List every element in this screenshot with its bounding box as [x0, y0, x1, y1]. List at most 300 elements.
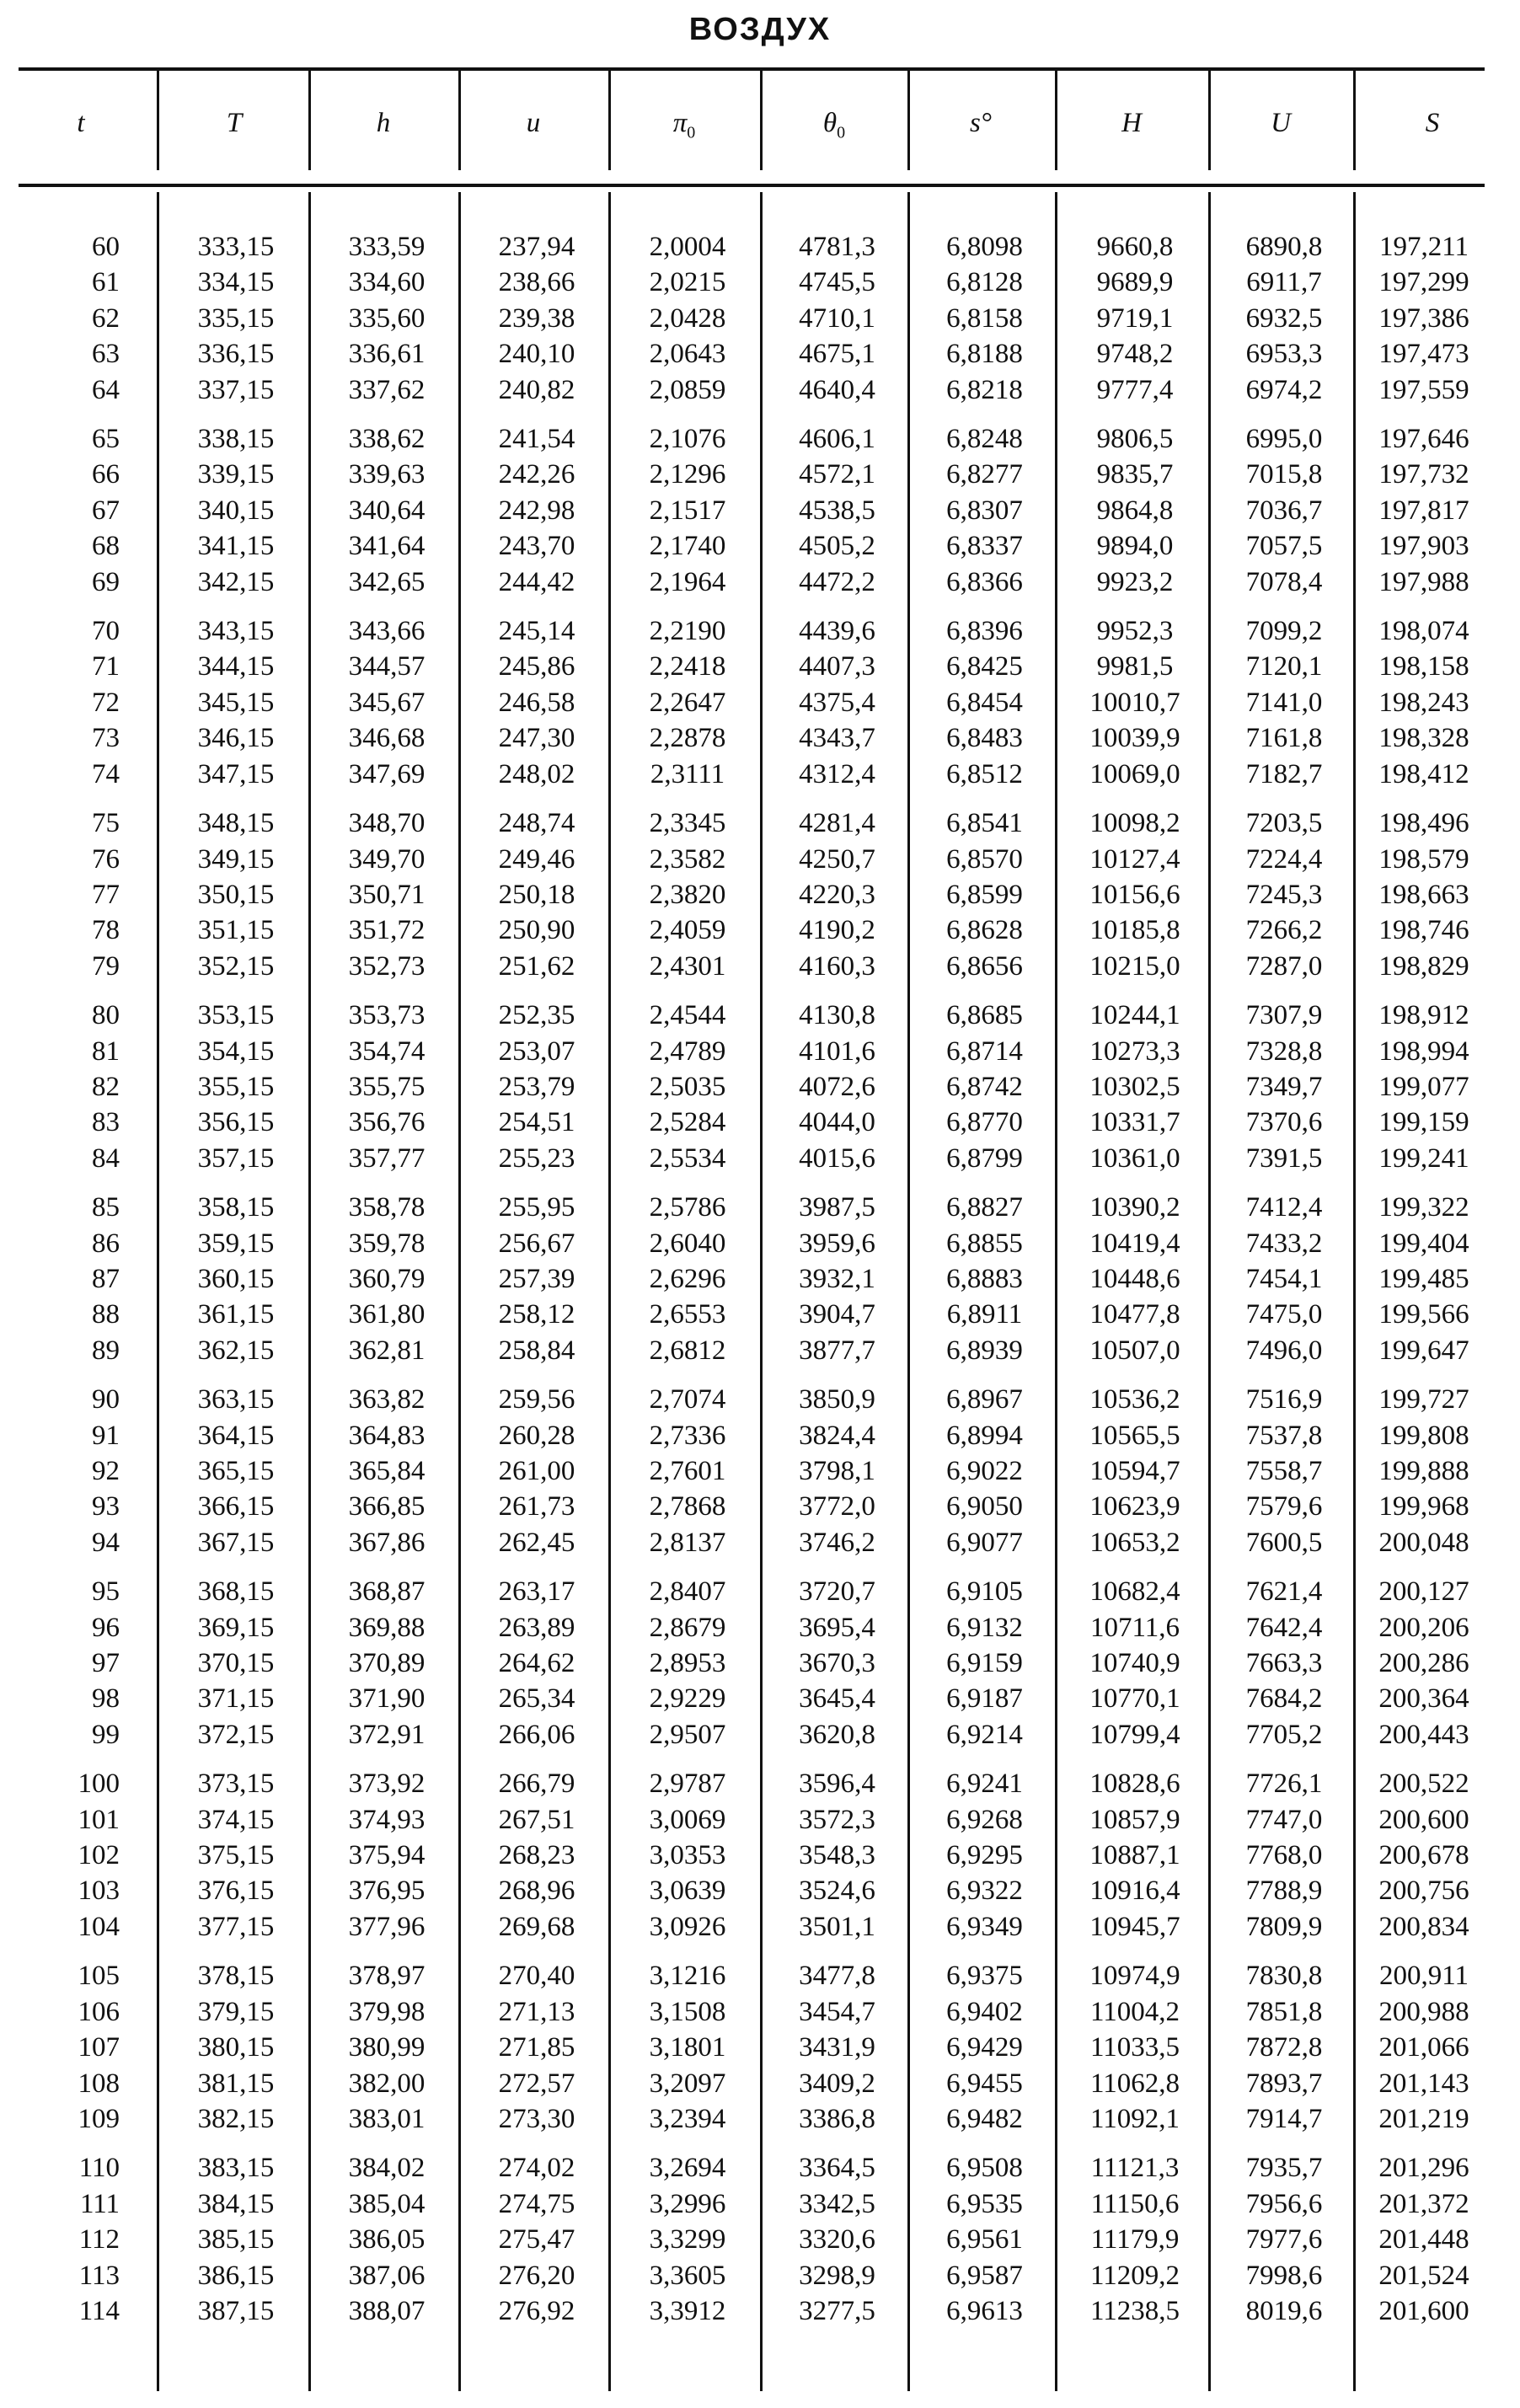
cell-t: 86 [92, 1228, 120, 1259]
cell-pi0: 2,1740 [649, 531, 726, 562]
cell-u: 243,70 [498, 531, 575, 562]
cell-pi0: 3,1801 [649, 2032, 726, 2063]
cell-pi0: 2,3582 [649, 843, 726, 875]
cell-S: 198,746 [1378, 915, 1469, 946]
cell-H: 10740,9 [1089, 1648, 1180, 1679]
cell-t: 94 [92, 1527, 120, 1558]
cell-S: 198,496 [1378, 808, 1469, 839]
cell-H: 10215,0 [1089, 950, 1180, 982]
cell-u: 261,73 [498, 1491, 575, 1522]
cell-S: 199,241 [1378, 1142, 1469, 1174]
cell-T: 345,15 [197, 687, 275, 718]
cell-theta0: 4745,5 [799, 267, 875, 298]
cell-u: 273,30 [498, 2103, 575, 2134]
cell-u: 250,90 [498, 915, 575, 946]
cell-s: 6,9375 [946, 1961, 1023, 1992]
cell-pi0: 2,9229 [649, 1683, 726, 1715]
cell-H: 9777,4 [1096, 374, 1174, 405]
cell-pi0: 2,5534 [649, 1142, 726, 1174]
cell-T: 334,15 [197, 267, 275, 298]
cell-S: 199,404 [1378, 1228, 1469, 1259]
cell-s: 6,9402 [946, 1996, 1023, 2027]
cell-theta0: 4312,4 [799, 758, 875, 789]
cell-theta0: 3409,2 [799, 2068, 875, 2099]
cell-s: 6,9132 [946, 1612, 1023, 1643]
cell-h: 334,60 [348, 267, 425, 298]
cell-t: 82 [92, 1071, 120, 1102]
cell-s: 6,8911 [946, 1299, 1023, 1330]
table-row [25, 1034, 1491, 1069]
cell-S: 199,077 [1378, 1071, 1469, 1102]
cell-t: 71 [92, 651, 120, 682]
cell-U: 7935,7 [1245, 2153, 1323, 2184]
cell-u: 262,45 [498, 1527, 575, 1558]
cell-theta0: 4472,2 [799, 566, 875, 597]
cell-S: 199,159 [1378, 1107, 1469, 1138]
cell-t: 106 [78, 1996, 120, 2027]
cell-h: 348,70 [348, 808, 425, 839]
cell-U: 7516,9 [1245, 1384, 1323, 1415]
table-row [25, 2150, 1491, 2186]
table-row [25, 565, 1491, 600]
cell-T: 339,15 [197, 459, 275, 490]
cell-T: 362,15 [197, 1335, 275, 1366]
cell-t: 112 [78, 2224, 120, 2255]
cell-T: 348,15 [197, 808, 275, 839]
cell-T: 358,15 [197, 1192, 275, 1223]
cell-theta0: 4101,6 [799, 1035, 875, 1067]
cell-t: 65 [92, 424, 120, 455]
table-row [25, 613, 1491, 649]
cell-t: 60 [92, 232, 120, 262]
cell-t: 66 [92, 459, 120, 490]
table-row [25, 336, 1491, 372]
cell-theta0: 3670,3 [799, 1648, 875, 1679]
cell-U: 7663,3 [1245, 1648, 1323, 1679]
cell-T: 355,15 [197, 1071, 275, 1102]
table-row [25, 649, 1491, 684]
cell-h: 335,60 [348, 302, 425, 334]
cell-S: 197,903 [1378, 531, 1469, 562]
cell-s: 6,8366 [946, 566, 1023, 597]
cell-u: 270,40 [498, 1961, 575, 1992]
cell-H: 10331,7 [1089, 1107, 1180, 1138]
column-divider [458, 71, 461, 170]
cell-t: 97 [92, 1648, 120, 1679]
cell-pi0: 2,5284 [649, 1107, 726, 1138]
cell-S: 199,566 [1378, 1299, 1469, 1330]
cell-H: 11004,2 [1089, 1996, 1180, 2027]
table-row [25, 1681, 1491, 1716]
cell-h: 336,61 [348, 339, 425, 370]
cell-s: 6,9241 [946, 1769, 1023, 1800]
cell-t: 92 [92, 1456, 120, 1486]
cell-S: 200,988 [1378, 1996, 1469, 2027]
cell-h: 384,02 [348, 2153, 425, 2184]
cell-H: 10536,2 [1089, 1384, 1180, 1415]
cell-S: 200,286 [1378, 1648, 1469, 1679]
table-row [25, 1297, 1491, 1332]
cell-pi0: 3,1216 [649, 1961, 726, 1992]
cell-T: 338,15 [197, 424, 275, 455]
cell-pi0: 3,3605 [649, 2260, 726, 2291]
cell-t: 95 [92, 1576, 120, 1608]
cell-U: 7872,8 [1245, 2032, 1323, 2063]
cell-H: 10273,3 [1089, 1035, 1180, 1067]
cell-H: 11179,9 [1090, 2224, 1180, 2255]
table-row [25, 1802, 1491, 1838]
cell-U: 6953,3 [1245, 339, 1323, 370]
cell-T: 370,15 [197, 1648, 275, 1679]
cell-t: 78 [92, 915, 120, 946]
cell-U: 7370,6 [1245, 1107, 1323, 1138]
cell-theta0: 4407,3 [799, 651, 875, 682]
cell-t: 99 [92, 1719, 120, 1750]
cell-t: 113 [78, 2260, 120, 2291]
cell-theta0: 3320,6 [799, 2224, 875, 2255]
row-group [25, 1766, 1491, 1945]
cell-u: 240,82 [498, 374, 575, 405]
cell-pi0: 2,0428 [649, 302, 726, 334]
cell-h: 337,62 [348, 374, 425, 405]
cell-S: 198,074 [1378, 616, 1469, 647]
cell-S: 200,911 [1378, 1961, 1469, 1992]
table-row [25, 1453, 1491, 1489]
cell-s: 6,9214 [946, 1719, 1023, 1750]
cell-u: 249,46 [498, 843, 575, 875]
cell-s: 6,8512 [946, 758, 1023, 789]
table-row [25, 1525, 1491, 1560]
cell-theta0: 4505,2 [799, 531, 875, 562]
table-row [25, 2030, 1491, 2065]
cell-h: 360,79 [348, 1263, 425, 1294]
cell-h: 343,66 [348, 616, 425, 647]
cell-H: 9923,2 [1096, 566, 1174, 597]
row-group [25, 421, 1491, 600]
column-divider [1353, 71, 1356, 170]
cell-t: 63 [92, 339, 120, 370]
cell-u: 241,54 [498, 424, 575, 455]
cell-pi0: 3,0926 [649, 1911, 726, 1942]
cell-u: 250,18 [498, 879, 575, 910]
cell-T: 383,15 [197, 2153, 275, 2184]
cell-pi0: 2,1296 [649, 459, 726, 490]
cell-H: 10419,4 [1089, 1228, 1180, 1259]
cell-S: 198,579 [1378, 843, 1469, 875]
cell-T: 376,15 [197, 1876, 275, 1907]
cell-S: 200,756 [1378, 1876, 1469, 1907]
cell-H: 10594,7 [1089, 1456, 1180, 1486]
cell-pi0: 2,4059 [649, 915, 726, 946]
cell-theta0: 4281,4 [799, 808, 875, 839]
cell-U: 7454,1 [1245, 1263, 1323, 1294]
cell-pi0: 2,0643 [649, 339, 726, 370]
cell-u: 238,66 [498, 267, 575, 298]
cell-U: 7956,6 [1245, 2188, 1323, 2219]
cell-s: 6,8425 [946, 651, 1023, 682]
cell-T: 342,15 [197, 566, 275, 597]
cell-S: 201,372 [1378, 2188, 1469, 2219]
cell-t: 64 [92, 374, 120, 405]
cell-T: 379,15 [197, 1996, 275, 2027]
cell-pi0: 3,2097 [649, 2068, 726, 2099]
cell-s: 6,9295 [946, 1840, 1023, 1871]
cell-pi0: 2,2418 [649, 651, 726, 682]
cell-h: 367,86 [348, 1527, 425, 1558]
cell-h: 366,85 [348, 1491, 425, 1522]
cell-h: 339,63 [348, 459, 425, 490]
cell-S: 197,732 [1378, 459, 1469, 490]
cell-U: 7998,6 [1245, 2260, 1323, 2291]
cell-T: 381,15 [197, 2068, 275, 2099]
cell-u: 256,67 [498, 1228, 575, 1259]
cell-h: 355,75 [348, 1071, 425, 1102]
cell-theta0: 3987,5 [799, 1192, 875, 1223]
table-row [25, 1574, 1491, 1609]
header-H: H [1121, 108, 1142, 138]
cell-s: 6,9077 [946, 1527, 1023, 1558]
cell-H: 10390,2 [1089, 1192, 1180, 1223]
cell-s: 6,8541 [946, 808, 1023, 839]
header-s: s° [969, 108, 993, 138]
column-divider [1055, 71, 1057, 170]
cell-theta0: 4190,2 [799, 915, 875, 946]
cell-H: 10682,4 [1089, 1576, 1180, 1608]
cell-H: 10857,9 [1089, 1804, 1180, 1835]
cell-U: 7809,9 [1245, 1911, 1323, 1942]
cell-T: 335,15 [197, 302, 275, 334]
row-group [25, 805, 1491, 984]
row-group [25, 2150, 1491, 2329]
table-row [25, 720, 1491, 756]
cell-H: 10828,6 [1089, 1769, 1180, 1800]
cell-pi0: 3,3912 [649, 2295, 726, 2326]
column-divider [760, 71, 763, 170]
cell-U: 7057,5 [1245, 531, 1323, 562]
cell-t: 79 [92, 950, 120, 982]
table-row [25, 372, 1491, 408]
cell-H: 10653,2 [1089, 1527, 1180, 1558]
cell-U: 7788,9 [1245, 1876, 1323, 1907]
cell-u: 259,56 [498, 1384, 575, 1415]
cell-S: 201,524 [1378, 2260, 1469, 2291]
cell-theta0: 3959,6 [799, 1228, 875, 1259]
cell-t: 102 [78, 1840, 120, 1871]
cell-s: 6,8967 [946, 1384, 1023, 1415]
cell-u: 247,30 [498, 723, 575, 754]
cell-h: 365,84 [348, 1456, 425, 1486]
cell-s: 6,8570 [946, 843, 1023, 875]
cell-H: 10507,0 [1089, 1335, 1180, 1366]
cell-theta0: 3772,0 [799, 1491, 875, 1522]
cell-u: 237,94 [498, 232, 575, 262]
cell-H: 11238,5 [1089, 2295, 1180, 2326]
cell-T: 364,15 [197, 1420, 275, 1451]
cell-pi0: 2,8407 [649, 1576, 726, 1608]
cell-U: 7182,7 [1245, 758, 1323, 789]
table-row [25, 805, 1491, 841]
cell-t: 84 [92, 1142, 120, 1174]
cell-U: 7099,2 [1245, 616, 1323, 647]
cell-S: 197,386 [1378, 302, 1469, 334]
table-row [25, 2293, 1491, 2329]
cell-h: 346,68 [348, 723, 425, 754]
cell-S: 199,888 [1378, 1456, 1469, 1486]
table-row [25, 2186, 1491, 2222]
cell-h: 383,01 [348, 2103, 425, 2134]
cell-u: 268,96 [498, 1876, 575, 1907]
cell-U: 7287,0 [1245, 950, 1323, 982]
cell-s: 6,9535 [946, 2188, 1023, 2219]
cell-u: 253,07 [498, 1035, 575, 1067]
table-row [25, 1489, 1491, 1524]
cell-h: 357,77 [348, 1142, 425, 1174]
cell-S: 199,647 [1378, 1335, 1469, 1366]
cell-t: 88 [92, 1299, 120, 1330]
cell-h: 379,98 [348, 1996, 425, 2027]
table-row [25, 229, 1491, 265]
table-row [25, 998, 1491, 1033]
cell-h: 344,57 [348, 651, 425, 682]
cell-U: 7830,8 [1245, 1961, 1323, 1992]
cell-theta0: 3904,7 [799, 1299, 875, 1330]
cell-S: 200,127 [1378, 1576, 1469, 1608]
cell-T: 385,15 [197, 2224, 275, 2255]
cell-theta0: 4220,3 [799, 879, 875, 910]
cell-s: 6,8158 [946, 302, 1023, 334]
cell-h: 382,00 [348, 2068, 425, 2099]
cell-s: 6,9349 [946, 1911, 1023, 1942]
cell-T: 353,15 [197, 1000, 275, 1031]
cell-H: 10244,1 [1089, 1000, 1180, 1031]
table-row [25, 1190, 1491, 1225]
cell-t: 87 [92, 1263, 120, 1294]
cell-theta0: 3572,3 [799, 1804, 875, 1835]
cell-pi0: 2,0859 [649, 374, 726, 405]
cell-S: 198,912 [1378, 1000, 1469, 1031]
cell-S: 201,448 [1378, 2224, 1469, 2255]
cell-S: 197,211 [1378, 232, 1469, 262]
cell-h: 380,99 [348, 2032, 425, 2063]
cell-t: 74 [92, 758, 120, 789]
cell-h: 350,71 [348, 879, 425, 910]
cell-pi0: 2,2647 [649, 687, 726, 718]
cell-theta0: 4072,6 [799, 1071, 875, 1102]
cell-t: 62 [92, 302, 120, 334]
cell-u: 245,86 [498, 651, 575, 682]
cell-T: 341,15 [197, 531, 275, 562]
cell-S: 199,727 [1378, 1384, 1469, 1415]
column-divider [1208, 71, 1211, 170]
cell-u: 239,38 [498, 302, 575, 334]
cell-h: 364,83 [348, 1420, 425, 1451]
cell-U: 7537,8 [1245, 1420, 1323, 1451]
cell-u: 274,75 [498, 2188, 575, 2219]
table-row [25, 2222, 1491, 2257]
cell-theta0: 3720,7 [799, 1576, 875, 1608]
cell-U: 7328,8 [1245, 1035, 1323, 1067]
cell-s: 6,8188 [946, 339, 1023, 370]
cell-u: 248,74 [498, 808, 575, 839]
cell-h: 375,94 [348, 1840, 425, 1871]
cell-T: 377,15 [197, 1911, 275, 1942]
cell-S: 200,522 [1378, 1769, 1469, 1800]
cell-H: 10565,5 [1089, 1420, 1180, 1451]
cell-U: 7349,7 [1245, 1071, 1323, 1102]
cell-t: 101 [78, 1804, 120, 1835]
cell-T: 386,15 [197, 2260, 275, 2291]
cell-h: 333,59 [348, 232, 425, 262]
cell-S: 198,328 [1378, 723, 1469, 754]
cell-H: 10887,1 [1089, 1840, 1180, 1871]
cell-T: 366,15 [197, 1491, 275, 1522]
cell-s: 6,8799 [946, 1142, 1023, 1174]
header-h: h [376, 108, 391, 138]
cell-theta0: 3431,9 [799, 2032, 875, 2063]
table-row [25, 1717, 1491, 1752]
column-divider [308, 71, 311, 170]
cell-pi0: 2,3345 [649, 808, 726, 839]
cell-H: 10623,9 [1089, 1491, 1180, 1522]
cell-theta0: 3501,1 [799, 1911, 875, 1942]
cell-h: 352,73 [348, 950, 425, 982]
cell-H: 9660,8 [1096, 232, 1174, 262]
cell-S: 201,296 [1378, 2153, 1469, 2184]
cell-theta0: 4375,4 [799, 687, 875, 718]
cell-pi0: 2,5786 [649, 1192, 726, 1223]
cell-U: 7496,0 [1245, 1335, 1323, 1366]
table-row [25, 457, 1491, 492]
cell-U: 7579,6 [1245, 1491, 1323, 1522]
cell-t: 93 [92, 1491, 120, 1522]
cell-pi0: 3,2394 [649, 2103, 726, 2134]
cell-S: 200,678 [1378, 1840, 1469, 1871]
cell-h: 378,97 [348, 1961, 425, 1992]
cell-T: 380,15 [197, 2032, 275, 2063]
cell-H: 10974,9 [1089, 1961, 1180, 1992]
cell-pi0: 2,5035 [649, 1071, 726, 1102]
table-row [25, 1418, 1491, 1453]
cell-T: 360,15 [197, 1263, 275, 1294]
cell-theta0: 4538,5 [799, 495, 875, 526]
cell-S: 201,143 [1378, 2068, 1469, 2099]
table-row [25, 2066, 1491, 2101]
cell-t: 91 [92, 1420, 120, 1451]
cell-theta0: 3477,8 [799, 1961, 875, 1992]
cell-pi0: 3,2694 [649, 2153, 726, 2184]
cell-u: 245,14 [498, 616, 575, 647]
cell-s: 6,8855 [946, 1228, 1023, 1259]
row-group [25, 998, 1491, 1176]
cell-U: 7433,2 [1245, 1228, 1323, 1259]
cell-H: 10010,7 [1089, 687, 1180, 718]
column-divider [157, 71, 159, 170]
cell-T: 346,15 [197, 723, 275, 754]
cell-t: 110 [78, 2153, 120, 2184]
cell-h: 374,93 [348, 1804, 425, 1835]
cell-H: 10069,0 [1089, 758, 1180, 789]
cell-pi0: 2,3820 [649, 879, 726, 910]
cell-s: 6,8218 [946, 374, 1023, 405]
cell-pi0: 2,7336 [649, 1420, 726, 1451]
cell-U: 7726,1 [1245, 1769, 1323, 1800]
cell-h: 386,05 [348, 2224, 425, 2255]
cell-pi0: 2,9787 [649, 1769, 726, 1800]
cell-H: 9981,5 [1096, 651, 1174, 682]
cell-h: 361,80 [348, 1299, 425, 1330]
cell-pi0: 2,4789 [649, 1035, 726, 1067]
cell-u: 276,92 [498, 2295, 575, 2326]
